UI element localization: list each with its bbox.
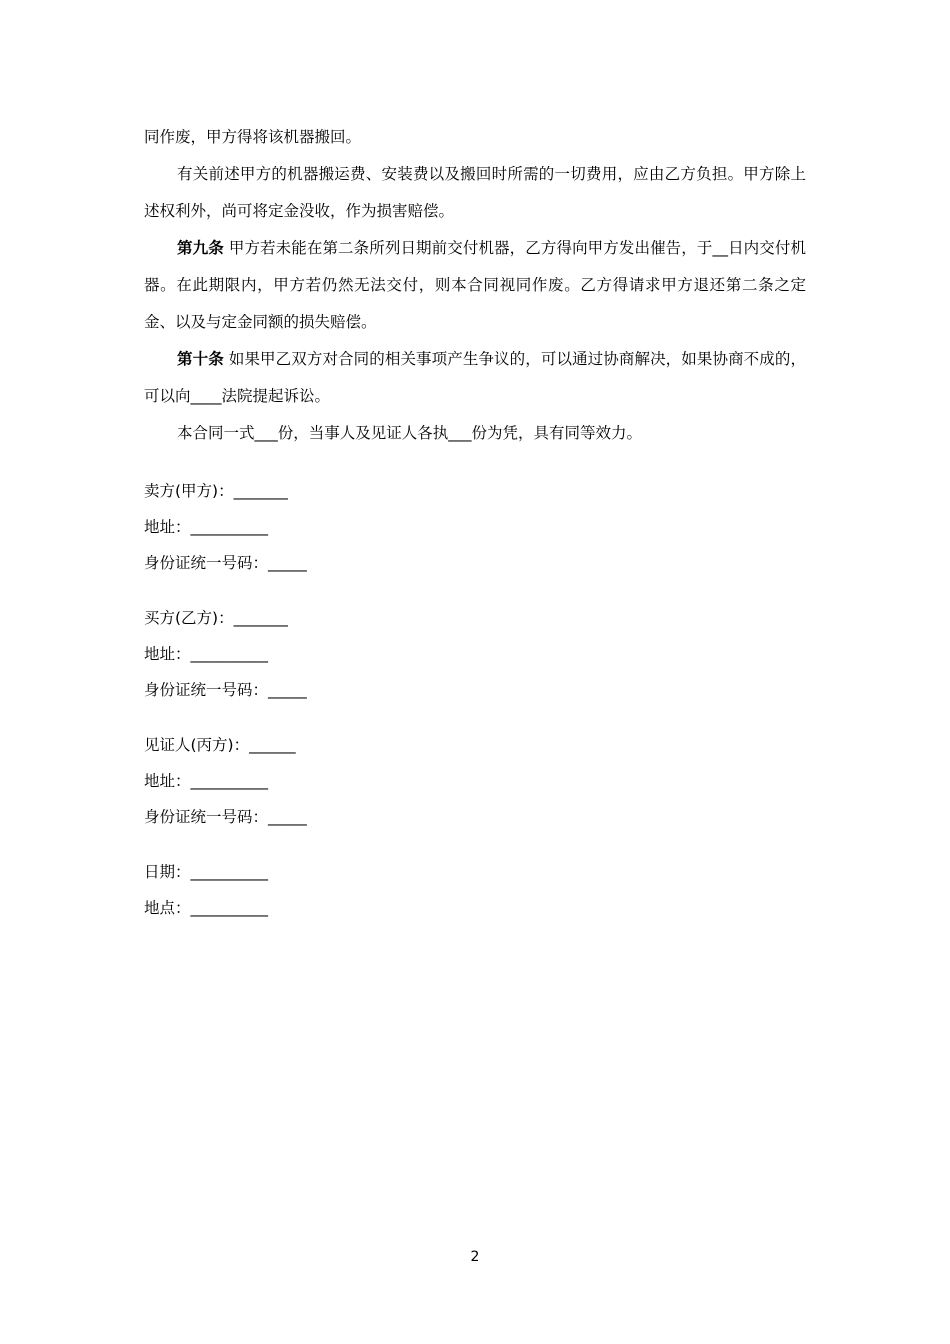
buyer-id-line: 身份证统一号码：_____ (144, 681, 307, 699)
contract-body (144, 119, 806, 452)
article-nine-text: 甲方若未能在第二条所列日期前交付机器，乙方得向甲方发出催告，于__日内交付机器。在此期限内，甲方若仍然无法交付，则本合同视同作废。乙方得请求甲方退还第二条之定金、以及与定金同额的损失赔偿。 (144, 239, 806, 331)
paragraph-continuation: 同作废，甲方得将该机器搬回。 (144, 128, 362, 146)
paragraph-expenses: 有关前述甲方的机器搬运费、安装费以及搬回时所需的一切费用，应由乙方负担。甲方除上述权利外，尚可将定金没收，作为损害赔偿。 (144, 165, 806, 220)
article-nine (144, 230, 806, 341)
buyer-name-line: 买方(乙方)：_______ (144, 609, 288, 627)
buyer-address-line: 地址：__________ (144, 645, 269, 663)
article-ten (144, 341, 806, 415)
article-nine-heading: 第九条 (177, 239, 224, 257)
article-ten-text: 如果甲乙双方对合同的相关事项产生争议的，可以通过协商解决，如果协商不成的，可以向____法院提起诉讼。 (144, 350, 806, 405)
date-line: 日期：__________ (144, 863, 269, 881)
witness-id-line: 身份证统一号码：_____ (144, 808, 307, 826)
place-line: 地点：__________ (144, 899, 269, 917)
seller-address-line: 地址：__________ (144, 518, 269, 536)
page-number: 2 (470, 1249, 480, 1265)
seller-name-line: 卖方(甲方)：_______ (144, 482, 288, 500)
paragraph-copies: 本合同一式___份，当事人及见证人各执___份为凭，具有同等效力。 (177, 424, 643, 442)
witness-address-line: 地址：__________ (144, 772, 269, 790)
article-ten-heading: 第十条 (177, 350, 224, 368)
witness-name-line: 见证人(丙方)：______ (144, 736, 296, 754)
seller-id-line: 身份证统一号码：_____ (144, 554, 307, 572)
